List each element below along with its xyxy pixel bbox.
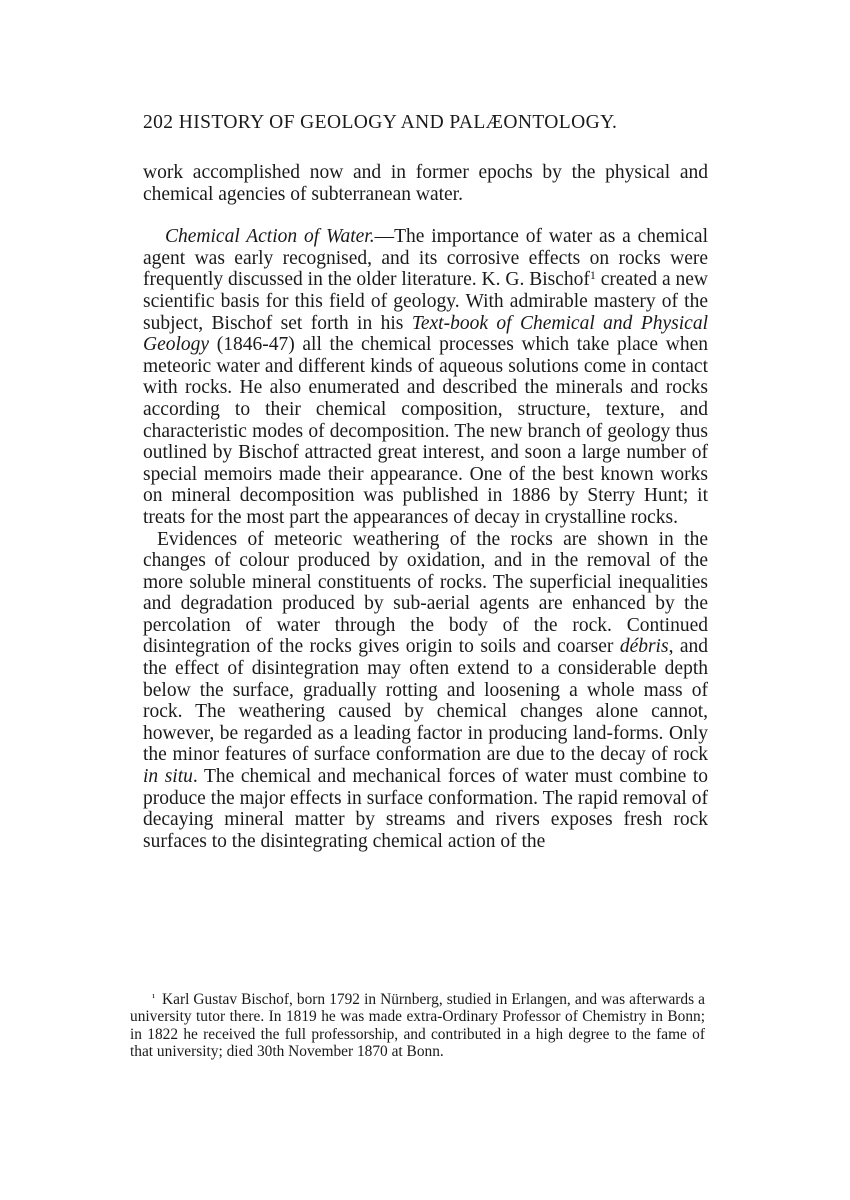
- page-number: 202: [143, 112, 174, 133]
- italic-term-debris: débris: [619, 636, 669, 658]
- chapter-title: HISTORY OF GEOLOGY AND PALÆONTOLOGY.: [178, 112, 618, 133]
- footnote-reference: 1: [589, 268, 596, 283]
- paragraph-text: , and the effect of disintegration may often extend to a considerable depth below the surface, gradually rotting and loosening a whole mass of rock. The weathering caused by chemical changes alone cannot, however, be regarded as a leading factor in producing land-forms. Only the minor features of surface conformation are due to the decay of rock: [143, 636, 709, 766]
- paragraph-text: . The chemical and mechanical forces of water must combine to produce the major effects in surface conformation. The rapid removal of decaying mineral matter by streams and rivers exposes fresh rock surfaces to the disintegrating chemical action of the: [143, 766, 708, 852]
- book-title: Text-book of Chemical and Physical Geology: [143, 312, 708, 356]
- paragraph-text: work accomplished now and in former epochs by the physical and chemical agencies of subterranean water.: [143, 162, 708, 205]
- footnote-marker: ¹: [152, 992, 156, 1004]
- paragraph-text: Evidences of meteoric weathering of the rocks are shown in the changes of colour produced by oxidation, and in the removal of the more soluble mineral constituents of rocks. The superficial inequalities and degradation produced by sub-aerial agents are enhanced by the percolation of water through the body of the rock. Continued disintegration of the rocks gives origin to soils and coarser: [143, 528, 708, 658]
- paragraph-text: created a new scientific basis for this field of geology. With admirable mastery of the subject, Bischof set forth in his: [143, 269, 708, 334]
- main-text: [143, 162, 708, 852]
- paragraph-text: The importance of water as a chemical agent was early recognised, and its corrosive effects on rocks were frequently discussed in the older literature. K. G. Bischof: [143, 226, 708, 291]
- heading-dash: —: [374, 226, 395, 248]
- footnote-text: Karl Gustav Bischof, born 1792 in Nürnberg, studied in Erlangen, and was afterwards a university tutor there. In 1819 he was made extra-Ordinary Professor of Chemistry in Bonn; in 1822 he received the full professorship, and contributed in a high degree to the fame of that university; died 30th November 1870 at Bonn.: [130, 991, 705, 1061]
- running-head: [143, 112, 708, 134]
- footnote: [130, 990, 705, 1061]
- page-body: [143, 112, 708, 852]
- paragraph-text: (1846-47) all the chemical processes which take place when meteoric water and different kinds of aqueous solutions come in contact with rocks. He also enumerated and described the minerals and rocks according to their chemical composition, structure, texture, and characteristic modes of decomposition. The new branch of geology thus outlined by Bischof attracted great interest, and soon a large number of special memoirs made their appearance. One of the best known works on mineral decomposition was published in 1886 by Sterry Hunt; it treats for the most part the appearances of decay in crystalline rocks.: [143, 334, 708, 528]
- paragraph-weathering: [143, 529, 708, 853]
- italic-term-in-situ: in situ: [143, 766, 193, 788]
- paragraph-continuation: [143, 162, 708, 205]
- paragraph-chemical-action: [143, 226, 708, 528]
- section-heading: Chemical Action of Water.: [165, 226, 375, 248]
